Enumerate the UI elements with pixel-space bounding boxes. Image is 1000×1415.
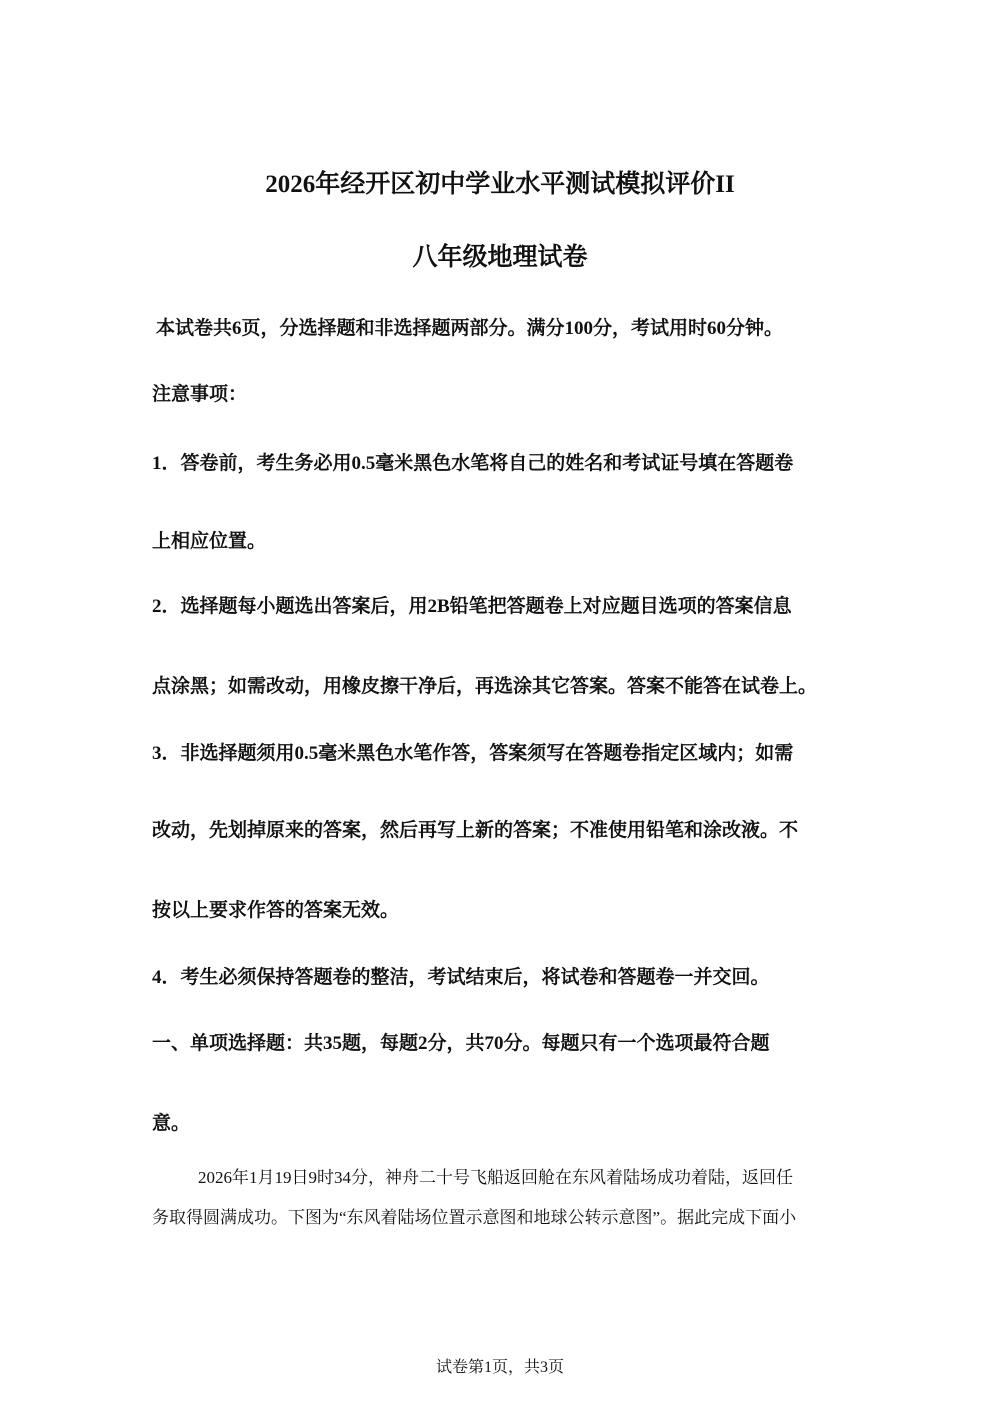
notice-3-line-1: 3．非选择题须用0.5毫米黑色水笔作答，答案须写在答题卷指定区域内；如需 — [152, 743, 794, 764]
notice-heading: 注意事项： — [152, 384, 248, 405]
notice-2-line-1: 2．选择题每小题选出答案后，用2B铅笔把答题卷上对应题目选项的答案信息 — [152, 596, 792, 617]
passage-line-2: 务取得圆满成功。下图为“东风着陆场位置示意图和地球公转示意图”。据此完成下面小 — [152, 1208, 797, 1227]
exam-intro: 本试卷共6页，分选择题和非选择题两部分。满分100分，考试用时60分钟。 — [156, 318, 784, 339]
exam-title: 2026年经开区初中学业水平测试模拟评价II — [265, 171, 735, 198]
page-footer: 试卷第1页，共3页 — [435, 1359, 564, 1376]
notice-4-line-1: 4．考生必须保持答题卷的整洁，考试结束后，将试卷和答题卷一并交回。 — [152, 967, 770, 988]
section-heading-line-2: 意。 — [152, 1113, 191, 1134]
section-heading-line-1: 一、单项选择题：共35题，每题2分，共70分。每题只有一个选项最符合题 — [152, 1033, 770, 1054]
passage-line-1: 2026年1月19日9时34分，神舟二十号飞船返回舱在东风着陆场成功着陆，返回任 — [198, 1168, 793, 1187]
notice-1-line-1: 1．答卷前，考生务必用0.5毫米黑色水笔将自己的姓名和考试证号填在答题卷 — [152, 453, 794, 474]
notice-3-line-3: 按以上要求作答的答案无效。 — [152, 900, 400, 921]
notice-3-line-2: 改动，先划掉原来的答案，然后再写上新的答案；不准使用铅笔和涂改液。不 — [152, 820, 799, 841]
notice-2-line-2: 点涂黑；如需改动，用橡皮擦干净后，再选涂其它答案。答案不能答在试卷上。 — [152, 676, 818, 697]
exam-subtitle: 八年级地理试卷 — [412, 244, 588, 271]
notice-1-line-2: 上相应位置。 — [152, 531, 267, 552]
